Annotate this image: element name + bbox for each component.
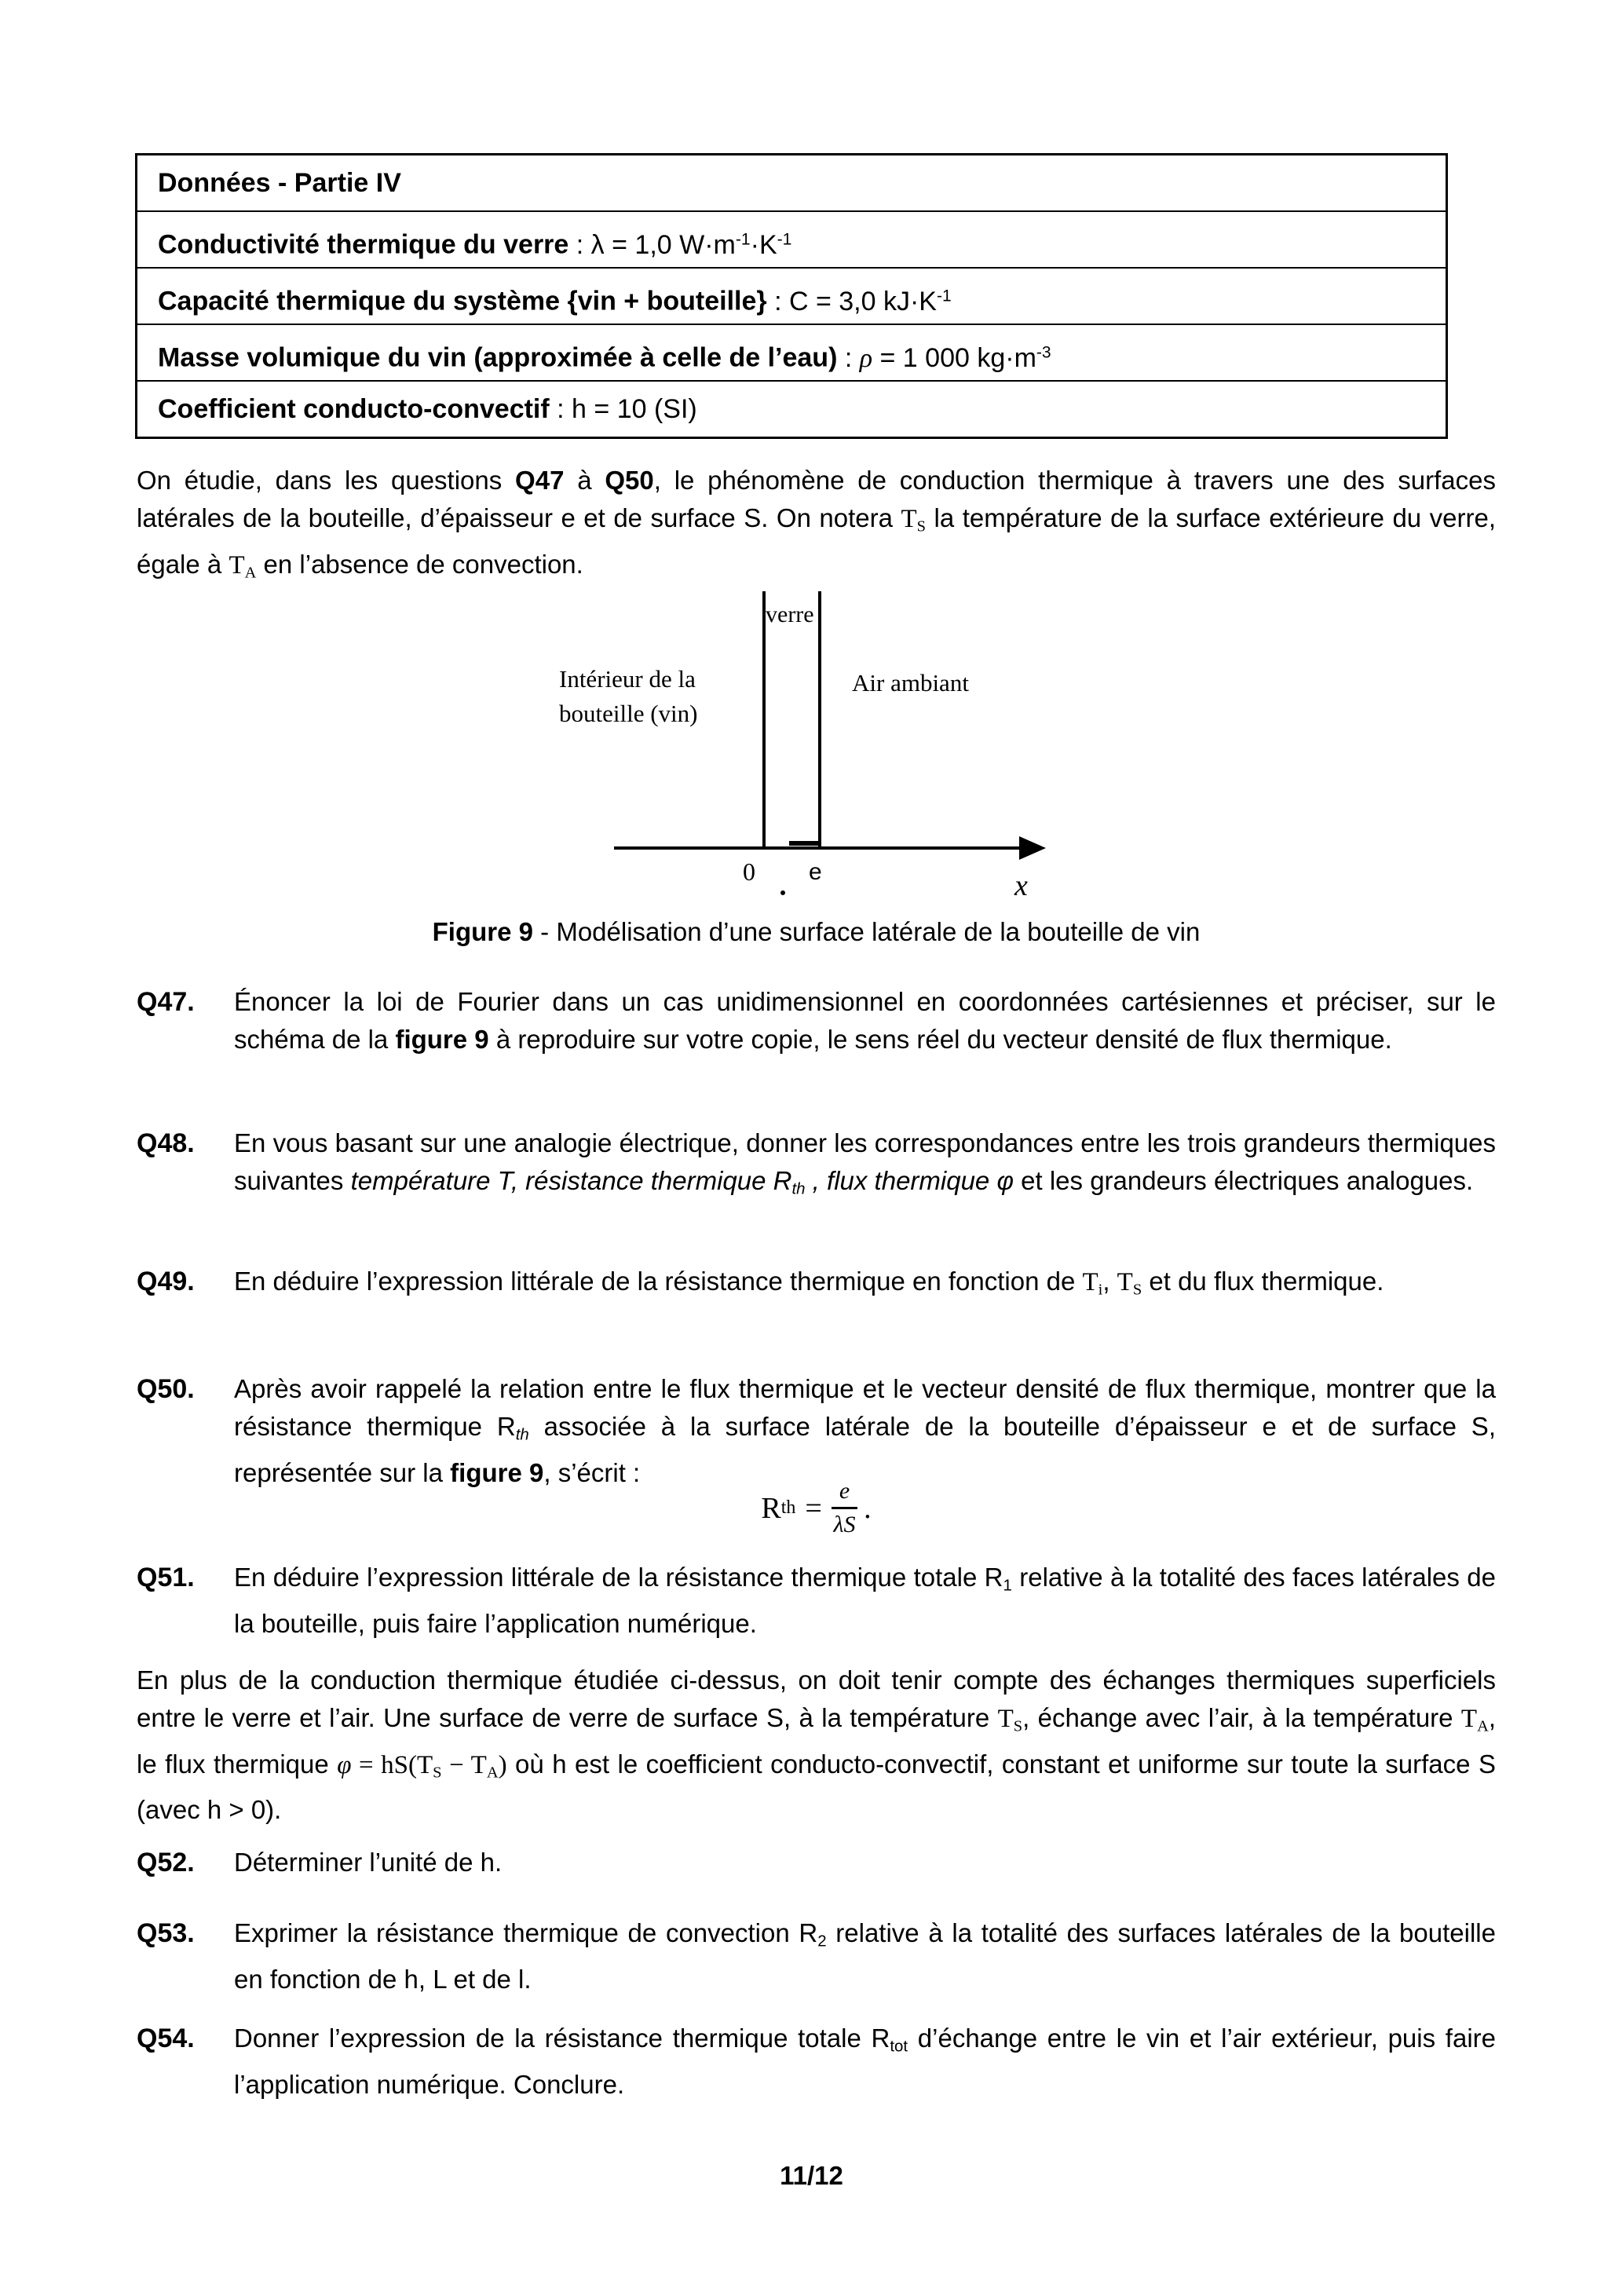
- data-row-label: Masse volumique du vin (approximée à celle de l’eau): [158, 342, 838, 373]
- formula-lhs-subscript: th: [780, 1497, 796, 1518]
- data-row-coefficient: [137, 380, 1446, 437]
- data-row-conductivite: [137, 210, 1446, 267]
- text-run: la température de la surface extérieure du verre, égale à: [137, 503, 1496, 579]
- donnees-table-title: Données - Partie IV: [158, 168, 401, 198]
- text-run: , s’écrit :: [543, 1457, 641, 1487]
- text-run: associée à la surface latérale de la bouteille d’épaisseur e et de surface S, représentée sur la: [234, 1412, 1496, 1487]
- text-run: -1: [735, 230, 751, 248]
- text-run: Donner l’expression de la résistance thermique totale R: [234, 2024, 890, 2053]
- question-q51: [137, 1559, 1496, 1643]
- text-run: , le phénomène de conduction thermique à travers une des surfaces latérales de la bouteille, d’épaisseur e et de surface S. On notera: [137, 466, 1497, 532]
- figure-caption: [137, 917, 1496, 947]
- text-run: relative à la totalité des surfaces latérales de la bouteille en fonction de h, L et de l.: [234, 1918, 1496, 1994]
- text-run: tot: [890, 2037, 908, 2056]
- text-run: En plus de la conduction thermique étudiée ci-dessus, on doit tenir compte des échanges thermiques superficiels entre le verre et l’air. Une surface de verre de surface S, à la température: [137, 1665, 1496, 1732]
- text-run: ,: [1102, 1267, 1117, 1296]
- glass-right-line: [818, 591, 821, 848]
- x-axis: [614, 846, 1022, 850]
- text-run: Énoncer la loi de Fourier dans un cas unidimensionnel en coordonnées cartésiennes et préciser, sur le schéma de la: [234, 987, 1496, 1054]
- question-body: [234, 1844, 1496, 1881]
- text-run: A: [1477, 1717, 1489, 1735]
- bottle-interior-label-line1: Intérieur de la: [559, 665, 696, 693]
- data-row-label: Capacité thermique du système {vin + bouteille}: [158, 286, 767, 316]
- text-run: T: [1082, 1268, 1098, 1296]
- text-run: = hS(T: [351, 1750, 433, 1779]
- text-run: Après avoir rappelé la relation entre le flux thermique et le vecteur densité de flux thermique, montrer que la résistance thermique R: [234, 1374, 1496, 1441]
- text-run: Q50: [605, 466, 654, 495]
- data-row-value: [767, 287, 952, 316]
- question-body: [234, 2020, 1496, 2104]
- rth-formula: [137, 1478, 1496, 1538]
- data-row-capacite: [137, 267, 1446, 324]
- figure-caption-text: - Modélisation d’une surface latérale de la bouteille de vin: [533, 917, 1201, 946]
- text-run: T: [1117, 1268, 1133, 1296]
- text-run: : h = 10 (SI): [549, 394, 697, 424]
- question-label: Q54.: [137, 2024, 195, 2053]
- x-axis-arrowhead: [1019, 836, 1046, 860]
- question-body: [234, 1370, 1496, 1492]
- question-body: [234, 983, 1496, 1058]
- figure-9: [0, 581, 1623, 927]
- text-run: :: [837, 342, 860, 373]
- axis-tick: [789, 841, 819, 846]
- text-run: En déduire l’expression littérale de la résistance thermique totale R: [234, 1563, 1003, 1592]
- text-run: − T: [441, 1750, 487, 1779]
- text-run: figure 9: [395, 1025, 489, 1054]
- text-run: en l’absence de convection.: [256, 549, 583, 579]
- question-label: Q48.: [137, 1128, 195, 1158]
- text-run: figure 9: [450, 1457, 544, 1487]
- fraction: [832, 1478, 857, 1538]
- data-row-masse-volumique: [137, 324, 1446, 380]
- text-run: th: [791, 1179, 806, 1198]
- donnees-table: [135, 153, 1448, 439]
- text-run: ): [498, 1750, 507, 1779]
- text-run: T: [997, 1705, 1014, 1733]
- text-run: T: [1460, 1705, 1478, 1733]
- text-run: Exprimer la résistance thermique de convection R: [234, 1918, 818, 1947]
- origin-tick-label: 0: [743, 857, 755, 886]
- text-run: : C = 3,0 kJ·K: [766, 286, 937, 316]
- glass-label: verre: [766, 601, 814, 627]
- text-run: th: [515, 1425, 529, 1444]
- text-run: -1: [777, 230, 792, 248]
- question-q53: [137, 1914, 1496, 1998]
- question-q52: [137, 1844, 1496, 1881]
- text-run: On étudie, dans les questions: [137, 466, 516, 495]
- text-run: relative à la totalité des faces latérales de la bouteille, puis faire l’application numérique.: [234, 1563, 1496, 1638]
- data-row-label: Conductivité thermique du verre: [158, 229, 569, 260]
- rth-formula-inner: [761, 1478, 871, 1538]
- question-label: Q53.: [137, 1918, 195, 1948]
- text-run: Q47: [515, 466, 565, 495]
- text-run: i: [1098, 1281, 1103, 1299]
- formula-period: .: [864, 1491, 872, 1525]
- text-run: , flux thermique φ: [805, 1166, 1014, 1195]
- question-q49: [137, 1263, 1496, 1309]
- text-run: S: [1132, 1281, 1142, 1299]
- text-run: φ: [337, 1750, 352, 1779]
- question-q50: [137, 1370, 1496, 1492]
- data-row-value: [837, 343, 1051, 373]
- stray-dot: [780, 890, 785, 895]
- text-run: 1: [1003, 1576, 1012, 1595]
- fraction-denominator: λS: [833, 1512, 856, 1537]
- question-body: [234, 1263, 1496, 1309]
- text-run: ·K: [750, 229, 777, 260]
- glass-left-line: [762, 591, 766, 848]
- question-body: [234, 1559, 1496, 1643]
- text-run: , le flux thermique: [137, 1703, 1496, 1779]
- figure-caption-number: Figure 9: [432, 917, 533, 946]
- fraction-numerator: e: [832, 1478, 857, 1509]
- question-label: Q50.: [137, 1374, 195, 1404]
- formula-lhs: R: [761, 1491, 781, 1525]
- text-run: S: [433, 1764, 442, 1782]
- text-run: ρ: [859, 343, 873, 373]
- text-run: = 1 000 kg·m: [872, 342, 1036, 373]
- data-row-value: [550, 394, 697, 424]
- data-row-label: Coefficient conducto-convectif: [158, 394, 550, 424]
- data-row-value: [568, 230, 791, 260]
- text-run: S: [916, 517, 927, 536]
- text-run: à: [564, 466, 605, 495]
- text-run: En déduire l’expression littérale de la résistance thermique en fonction de: [234, 1267, 1083, 1296]
- thickness-tick-label: e: [809, 859, 822, 885]
- text-run: température T, résistance thermique R: [350, 1166, 792, 1195]
- text-run: à reproduire sur votre copie, le sens réel du vecteur densité de flux thermique.: [488, 1025, 1392, 1054]
- question-body: [234, 1124, 1496, 1208]
- text-run: S: [1013, 1717, 1023, 1735]
- text-run: -3: [1036, 343, 1051, 361]
- text-run: T: [228, 550, 245, 579]
- text-run: Déterminer l’unité de h.: [234, 1848, 503, 1877]
- question-label: Q49.: [137, 1267, 195, 1296]
- bottle-interior-label: [559, 662, 697, 731]
- question-label: Q52.: [137, 1848, 195, 1877]
- question-label: Q47.: [137, 987, 195, 1017]
- text-run: et les grandeurs électriques analogues.: [1013, 1166, 1474, 1195]
- ambient-air-label: Air ambiant: [852, 669, 969, 696]
- text-run: A: [486, 1764, 499, 1782]
- text-run: T: [901, 505, 917, 533]
- question-q54: [137, 2020, 1496, 2104]
- x-axis-label: x: [1014, 869, 1028, 902]
- text-run: En vous basant sur une analogie électrique, donner les correspondances entre les trois grandeurs thermiques suivantes: [234, 1128, 1496, 1195]
- intro-paragraph: [137, 462, 1496, 591]
- text-run: -1: [936, 287, 952, 305]
- question-q47: [137, 983, 1496, 1058]
- text-run: 2: [817, 1932, 827, 1951]
- equals-sign: =: [805, 1491, 822, 1525]
- text-run: A: [244, 564, 257, 582]
- page-number: 11/12: [780, 2161, 843, 2190]
- question-body: [234, 1914, 1496, 1998]
- question-label: Q51.: [137, 1563, 195, 1592]
- text-run: : λ = 1,0 W·m: [568, 229, 736, 260]
- text-run: où h est le coefficient conducto-convectif, constant et uniforme sur toute la surface S (avec h > 0).: [137, 1749, 1496, 1825]
- convection-paragraph: [137, 1662, 1496, 1829]
- text-run: , échange avec l’air, à la température: [1022, 1703, 1461, 1732]
- bottle-interior-label-line2: bouteille (vin): [559, 700, 698, 727]
- question-q48: [137, 1124, 1496, 1208]
- text-run: et du flux thermique.: [1142, 1267, 1384, 1296]
- text-run: d’échange entre le vin et l’air extérieur, puis faire l’application numérique. Conclure.: [234, 2024, 1496, 2099]
